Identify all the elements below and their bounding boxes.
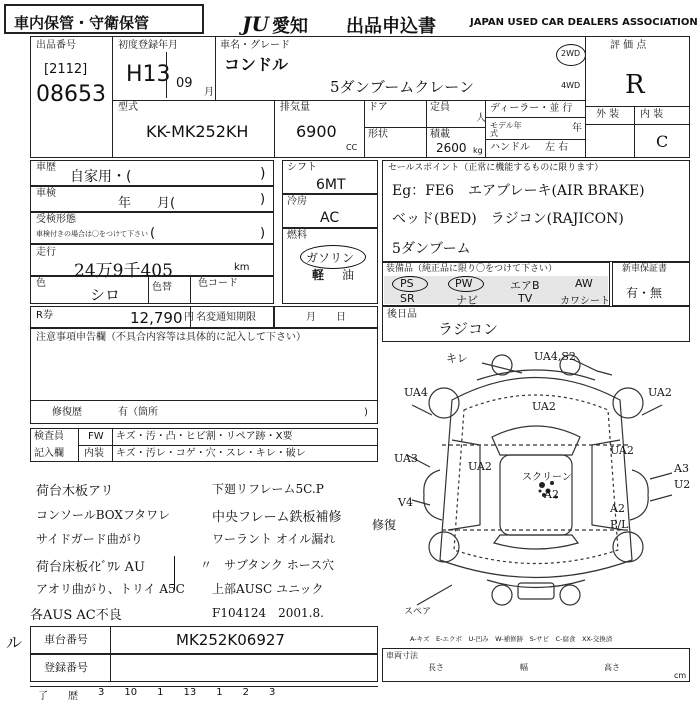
registration-label: 初度登録年月 [118,40,178,51]
registration-year: H13 [126,62,171,87]
strip-0: 了 [38,691,48,702]
remark-right-3: ワーラント オイル漏れ [212,532,336,546]
selling-point-3: 5ダンブーム [392,241,471,257]
displacement-value: 6900 [296,122,337,141]
rear-accessory-label: 後日品 [387,309,417,320]
history-field [30,160,274,186]
acceptance-sub: 車検付きの場合は〇をつけて下さい [36,230,148,238]
equip-pw: PW [455,277,473,290]
repair-value: 有（箇所 [118,407,158,418]
strip-5: 13 [183,687,197,698]
model-value: KK-MK252KH [146,122,249,141]
ju-logo [242,12,269,36]
diag-label-ua3: UA3 [394,452,418,465]
vehicle-label: 車名・グレード [220,40,290,51]
checker-row2: キズ・汚レ・コゲ・穴・スレ・キレ・破レ [116,448,306,459]
fuel-value: ガソリン [306,251,355,265]
lot-label: 出品番号 [36,40,76,51]
entry-label: 記入欄 [34,448,64,459]
association-name: JAPAN USED CAR DEALERS ASSOCIATION [470,17,698,28]
diag-label-ua2-inner: UA2 [468,460,492,473]
mileage-label: 走行 [36,247,56,258]
remark-left-1: 荷台木板アリ [36,484,114,499]
recycle-unit: 円 [184,312,194,323]
strip-6: 1 [216,687,223,698]
bottom-strip [30,686,378,700]
checker-row2-head: 内装 [84,448,104,459]
displacement-label: 排気量 [280,102,310,113]
remark-right-4: 〃 サブタンク ホース穴 [200,558,335,572]
acceptance-label: 受検形態 [36,214,76,225]
drive-2wd: 2WD [561,49,581,58]
ju-logo-mark: JU [242,12,269,36]
shift-label: シフト [287,162,317,173]
model-label: 型式 [118,102,138,113]
remark-right-6: F104124 2001.8. [212,606,324,620]
warranty-value: 有・無 [626,286,663,300]
mileage-unit: km [234,262,250,273]
dimensions-width: 幅 [520,663,528,672]
checker-label: 検査員 [34,431,64,442]
diag-label-ua2-right: UA2 [648,386,672,399]
color-value: シロ [90,286,121,304]
chassis-value: MK252K06927 [176,631,285,649]
strip-4: 1 [157,687,164,698]
displacement-unit: CC [346,143,358,152]
ext-label: 外 装 [596,109,620,120]
diag-label-ua4s2: UA4,S2 [534,350,576,363]
color-change-label: 色替 [152,282,172,293]
diag-label-pl: P/L [610,518,629,531]
equip-tv: TV [518,292,533,305]
lot-sub: [2112] [44,62,88,77]
model-year-unit: 年 [572,123,582,134]
strip-8: 3 [268,687,276,698]
capacity-unit: 人 [476,113,486,124]
history-value: 自家用・( [70,169,132,185]
aircon-label: 冷房 [287,196,307,207]
mileage-value: 24万9千405 [74,261,173,281]
selling-point-2: ベッド(BED) ラジコン(RAJICON) [392,211,624,227]
grade-score: R [625,70,645,100]
checker-row1: キズ・汚・凸・ヒビ割・リペア跡・X要 [116,431,293,442]
equip-navi: ナビ [456,294,478,307]
dealer-label: ディーラー・並 行 [490,103,573,114]
acceptance-close: ) [260,226,266,241]
vehicle-grade: 5ダンブームクレーン [330,78,474,96]
history-label: 車歴 [36,162,56,173]
load-label: 積載 [430,129,450,140]
remark-left-4: 荷台床板ｲﾋﾞﾜﾚ AU [36,560,145,575]
fuel-label: 燃料 [287,230,307,241]
diag-label-a2-center: A2 [544,488,559,501]
warranty-label: 新車保証書 [622,264,668,274]
rear-accessory-value: ラジコン [438,320,499,338]
aircon-value: AC [320,210,340,226]
repair-label: 修復歴 [52,407,82,418]
recycle-value: 12,790 [130,309,183,327]
remark-bracket [174,556,191,590]
fuel-light-oil: 軽 [312,268,325,282]
inspection-label: 車検 [36,188,56,199]
diag-label-u2: U2 [674,478,691,491]
grade-label: 評 価 点 [610,40,647,51]
doors-label: ドア [368,102,388,113]
remark-left-2: コンソールBOXフタワレ [36,508,171,522]
remark-left-5: アオリ曲がり、トリイ A5C [36,582,185,596]
int-value: C [656,132,669,151]
diag-label-ua2-mid: UA2 [610,444,634,457]
diag-label-a2-right: A2 [610,502,625,515]
equip-aw: AW [575,277,593,290]
fuel-oil: 油 [342,268,355,282]
equip-airbag: エアB [510,279,540,292]
handle-options: 左 右 [545,142,569,153]
shift-value: 6MT [316,177,346,193]
load-value: 2600 [436,141,467,155]
color-label: 色 [36,278,46,289]
remark-right-1: 下廻リフレーム5C.P [212,482,324,496]
diagram-legend: A-キズ E-エクボ U-凹み W-補修跡 S-サビ C-腐食 XX-交換済 [410,635,613,643]
selling-points-label: セールスポイント（正常に機能するものに限ります） [388,163,604,173]
remark-right-2: 中央フレーム鉄板補修 [212,510,342,525]
inspection-close: ) [260,192,266,207]
notes-label: 注意事項申告欄（不具合内容等は具体的に記入して下さい） [36,332,306,343]
inspection-value: 年 月( [118,196,176,211]
dimensions-label: 車両寸法 [386,651,418,660]
rear-accessory-box [382,306,690,342]
top-grid [30,36,690,158]
handle-label: ハンドル [490,142,530,153]
color-code-label: 色コード [198,278,238,289]
checker-row1-head: FW [88,431,104,442]
registration-month: 09 [176,76,193,91]
repair-close: ) [364,407,368,418]
capacity-label: 定員 [430,102,450,113]
acceptance-value: ( [150,226,156,241]
storage-badge-text: 車内保管・守衛保管 [14,14,150,32]
strip-1: 歴 [68,691,78,702]
drive-4wd: 4WD [561,81,581,90]
strip-2: 3 [98,687,105,698]
model-year-label: モデル年 式 [490,121,522,138]
diag-label-ua2-top: UA2 [532,400,556,413]
remark-note: 修復 [372,518,397,532]
diag-label-kire: キレ [446,352,468,365]
diag-label-spare: スペア [404,607,432,617]
load-unit: kg [473,146,483,155]
vehicle-name: コンドル [224,55,289,74]
registration-month-unit: 月 [204,87,214,98]
strip-7: 2 [242,687,249,698]
name-change-value: 月 日 [306,312,346,323]
selling-point-1: Eg：FE6 エアブレーキ(AIR BRAKE) [392,183,645,199]
dimensions-height: 高さ [604,663,620,672]
diag-label-v4: V4 [398,496,413,509]
strip-3: 10 [124,687,138,698]
diag-label-a3: A3 [674,462,689,475]
history-close: ) [260,166,266,182]
equipment-label: 装備品（純正品に限り〇をつけて下さい） [386,264,558,274]
dimensions-length: 長さ [428,663,444,672]
int-label: 内 装 [640,109,664,120]
form-title: 出品申込書 [346,16,436,37]
lot-number: 08653 [36,82,106,107]
dimensions-unit: cm [674,671,687,680]
recycle-label: R券 [36,310,53,321]
shape-label: 形状 [368,129,388,140]
storage-badge [4,4,204,34]
chassis-label: 車台番号 [44,633,88,646]
logo-region: 愛知 [272,16,308,37]
remark-right-5: 上部AUSC ユニック [212,582,324,596]
bottom-mark: ル [6,633,23,652]
diag-label-screen: スクリーン [522,472,572,483]
name-change-label: 名変通知期限 [196,312,256,323]
remark-left-3: サイドガード曲がり [36,532,143,546]
equip-sr: SR [400,292,415,305]
remark-left-6: 各AUS AC不良 [30,608,122,623]
diag-label-ua4: UA4 [404,386,428,399]
equip-leather: カワシート [560,296,610,307]
equip-ps: PS [400,277,414,290]
registration-no-label: 登録番号 [44,661,88,674]
